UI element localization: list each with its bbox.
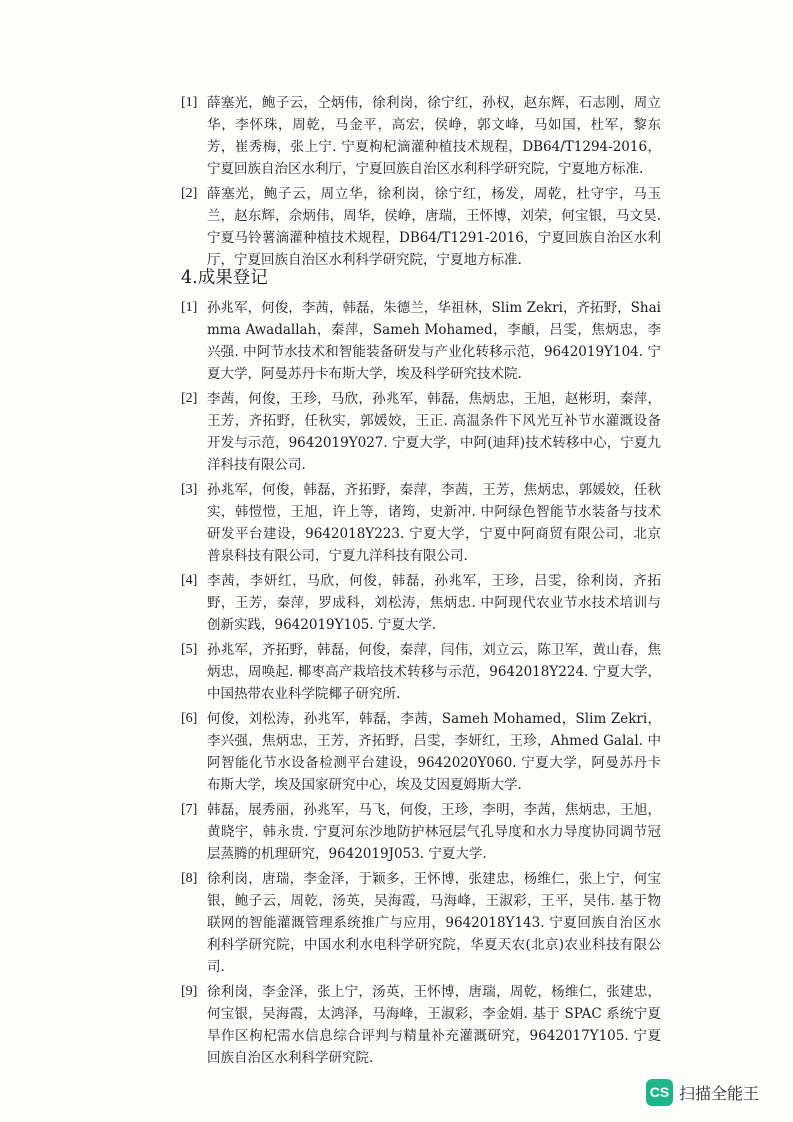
reference-number: [6]	[181, 711, 198, 726]
camscanner-logo-icon: CS	[646, 1079, 673, 1106]
reference-text: 徐利岗，李金泽，张上宁，汤英，王怀博，唐瑞，周乾，杨维仁，张建忠，何宝银，吴海霞，太鸿泽，马海峰，王淑彩，李金娟. 基于 SPAC 系统宁夏旱作区枸杞需水信息综合评判与精量补充灌溉研究，9642017Y105. 宁夏回族自治区水利科学研究院.	[207, 984, 661, 1066]
reference-item	[181, 981, 661, 1069]
reference-number: [2]	[181, 391, 198, 406]
reference-text: 李茜，何俊，王珍，马欣，孙兆军，韩磊，焦炳忠，王旭，赵彬玥，秦萍，王芳，齐拓野，任秋实，郭媛姣，王正. 高温条件下风光互补节水灌溉设备开发与示范，9642019Y027. 宁夏大学，中阿(迪拜)技术转移中心，宁夏九洋科技有限公司.	[207, 391, 661, 473]
reference-item	[181, 388, 661, 476]
reference-text: 孙兆军，何俊，李茜，韩磊，朱德兰，华祖林，Slim Zekri，齐拓野，Shaimma Awadallah，秦萍，Sameh Mohamed，李頔，吕雯，焦炳忠，李兴强. 中阿节水技术和智能装备研发与产业化转移示范，9642019Y104. 宁夏大学，阿曼苏丹卡布斯大学，埃及科学研究技术院.	[207, 300, 661, 382]
reference-number: [3]	[181, 482, 198, 497]
reference-item	[181, 183, 661, 271]
reference-number: [1]	[181, 95, 198, 110]
reference-text: 李茜，李妍红，马欣，何俊，韩磊，孙兆军，王珍，吕雯，徐利岗，齐拓野，王芳，秦萍，罗成科，刘松涛，焦炳忠. 中阿现代农业节水技术培训与创新实践，9642019Y105. 宁夏大学.	[207, 573, 661, 633]
reference-text: 孙兆军，何俊，韩磊，齐拓野，秦萍，李茜，王芳，焦炳忠，郭媛姣，任秋实，韩愷愷，王旭，许上等，诸筠，史新冲. 中阿绿色智能节水装备与技术研发平台建设，9642018Y223. 宁夏大学，宁夏中阿商贸有限公司，北京普泉科技有限公司，宁夏九洋科技有限公司.	[207, 482, 661, 564]
reference-text: 何俊，刘松涛，孙兆军，韩磊，李茜，Sameh Mohamed，Slim Zekri，李兴强，焦炳忠，王芳，齐拓野，吕雯，李妍红，王珍，Ahmed Galal. 中阿智能化节水设备检测平台建设，9642020Y060. 宁夏大学，阿曼苏丹卡布斯大学，埃及国家研究中心，埃及艾因夏姆斯大学.	[207, 711, 661, 793]
camscanner-watermark	[646, 1078, 759, 1106]
reference-item	[181, 799, 661, 865]
reference-number: [5]	[181, 642, 198, 657]
reference-number: [4]	[181, 573, 198, 588]
reference-item	[181, 639, 661, 705]
reference-item	[181, 297, 661, 385]
achievements-reference-list	[181, 297, 661, 1072]
standards-reference-list	[181, 92, 661, 274]
reference-text: 徐利岗，唐瑞，李金泽，于颖多，王怀博，张建忠，杨维仁，张上宁，何宝银，鲍子云，周乾，汤英，吴海霞，马海峰，王淑彩，王平，吴伟. 基于物联网的智能灌溉管理系统推广与应用，9642018Y143. 宁夏回族自治区水利科学研究院，中国水利水电科学研究院，华夏天农(北京)农业科技有限公司.	[207, 871, 661, 975]
reference-item	[181, 570, 661, 636]
reference-text: 韩磊，展秀丽，孙兆军，马飞，何俊，王珍，李明，李茜，焦炳忠，王旭，黄晓宇，韩永贵. 宁夏河东沙地防护林冠层气孔导度和水力导度协同调节冠层蒸腾的机理研究，9642019J053. 宁夏大学.	[207, 802, 661, 862]
watermark-label: 扫描全能王	[679, 1083, 760, 1103]
reference-item	[181, 868, 661, 978]
reference-item	[181, 708, 661, 796]
reference-item	[181, 479, 661, 567]
reference-number: [7]	[181, 802, 198, 817]
reference-item	[181, 92, 661, 180]
reference-number: [1]	[181, 300, 198, 315]
reference-number: [8]	[181, 871, 198, 886]
section-heading: 4.成果登记	[181, 268, 268, 288]
reference-text: 薛塞光，鲍子云，周立华，徐利岗，徐宁红，杨发，周乾，杜守宇，马玉兰，赵东辉，佘炳伟，周华，侯峥，唐瑞，王怀博，刘荣，何宝银，马文昊. 宁夏马铃薯滴灌种植技术规程，DB64/T1291-2016，宁夏回族自治区水利厅，宁夏回族自治区水利科学研究院，宁夏地方标准.	[207, 186, 661, 268]
reference-number: [2]	[181, 186, 198, 201]
reference-number: [9]	[181, 984, 198, 999]
reference-text: 孙兆军，齐拓野，韩磊，何俊，秦萍，闫伟，刘立云，陈卫军，黄山春，焦炳忠，周唤起. 椰枣高产栽培技术转移与示范，9642018Y224. 宁夏大学，中国热带农业科学院椰子研究所.	[207, 642, 661, 702]
reference-text: 薛塞光，鲍子云，仝炳伟，徐利岗，徐宁红，孙权，赵东辉，石志刚，周立华，李怀珠，周乾，马金平，高宏，侯峥，郭文峰，马如国，杜军，黎东芳，崔秀梅，张上宁. 宁夏枸杞滴灌种植技术规程，DB64/T1294-2016，宁夏回族自治区水利厅，宁夏回族自治区水利科学研究院，宁夏地方标准.	[207, 95, 661, 177]
